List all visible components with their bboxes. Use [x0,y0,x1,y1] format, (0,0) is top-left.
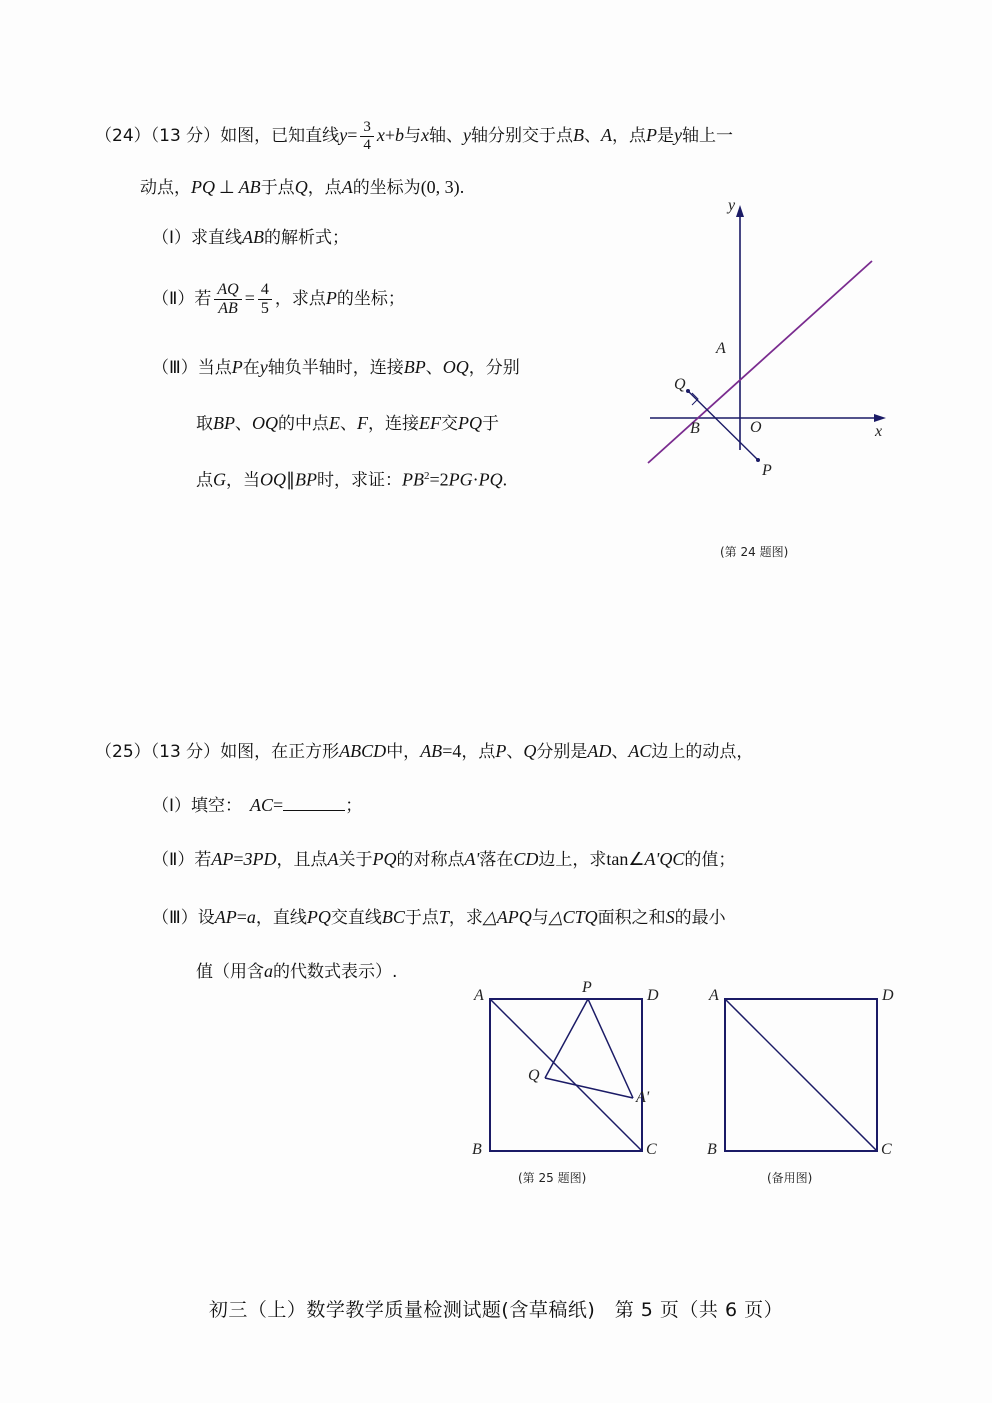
q24-fig-label-Q: Q [674,376,686,393]
q25-part2-Aprime: A' [464,849,480,869]
q24-part2-text-c: 的坐标； [336,289,405,310]
q25-p3l2-a-var: a [264,961,273,981]
point-Q-dot [686,389,690,393]
q24-p3l3-OQ: OQ [260,469,286,490]
y-axis-arrow [736,205,744,217]
q25-main-figure-svg [470,985,680,1165]
q25-part3-text-g: 面积之和 [597,908,666,928]
q24-part3-line2 [196,414,499,434]
q25-part2-text-e: 落在 [479,850,514,870]
q24-p3l2-PQ: PQ [458,413,482,433]
q25-main-fig-caption: (第 25 题图) [518,1171,587,1185]
q24-var-x2: x [421,124,429,145]
q24-p3l2-connect: ，连接 [368,414,419,434]
segment-Q-Aprime [545,1078,633,1098]
q24-at: 于点 [260,178,295,198]
q24-part1-AB: AB [242,227,265,247]
q24-p3l3-BP: BP [295,469,317,490]
q25-stem-text-a: 如图，在正方形 [220,742,340,762]
q25-spare-label-A: A [709,987,719,1004]
q25-part2 [152,850,735,870]
q24-point-P: P [646,124,657,145]
q24-fig-label-P: P [762,462,772,479]
q25-part1-semicolon: ； [345,796,363,816]
q25-part3-triangle-CTQ: △CTQ [548,907,598,927]
q24-slope-num: 3 [360,119,374,137]
q24-part1 [152,228,349,248]
q24-part3-label: （Ⅲ） [152,358,198,378]
q25-side-AB: AB [420,741,443,761]
q25-fig-label-P: P [582,979,592,996]
q24-sep-1: 、 [584,125,601,146]
q25-part1-AC: AC [250,795,274,815]
q25-part3-label: （Ⅲ） [152,908,198,928]
q24-comma: ，点 [612,125,646,146]
q24-fig-caption: (第 24 题图) [720,545,789,559]
q24-p3l3-G: G [213,469,226,490]
q25-number: （25） [95,742,151,762]
q25-fig-label-D: D [647,987,659,1004]
q24-eq: = [347,124,358,145]
parallel-icon: ∥ [286,469,295,490]
q25-fig-label-Q: Q [528,1067,540,1084]
page-footer: 初三（上）数学教学质量检测试题(含草稿纸) 第 5 页（共 6 页） [208,1299,784,1321]
q25-part1-eq: = [273,795,284,815]
q25-part2-eq: = [233,849,244,869]
perpendicular-icon: ⊥ [219,177,235,197]
q24-comma2: ，点 [307,178,342,198]
q24-p3l2-BP: BP [213,413,235,433]
q25-point-Q: Q [523,741,537,761]
q24-p3l3-when: ，当 [226,470,260,491]
q24-moving-point: 动点， [140,178,191,198]
q25-fig-label-B: B [472,1141,482,1158]
q25-part3-text-c: 交直线 [330,908,382,928]
q25-seg-AD: AD [587,741,612,761]
q24-p3l2-E: E [329,413,340,433]
q24-var-y3: y [674,124,682,145]
q24-fig-label-O: O [750,419,762,436]
q24-p3l2-meet: 交 [441,414,458,434]
q25-part2-angle-name: A'QC [644,849,685,869]
diagonal-AC [490,999,642,1151]
q24-p3l2-OQ: OQ [252,413,278,433]
q24-part3-y: y [259,357,268,377]
x-axis-arrow [874,414,886,422]
q25-stem-line1 [95,742,753,762]
q24-p3l3-two: 2 [439,469,449,490]
q24-point-Q: Q [294,177,308,197]
q25-part2-3PD: 3PD [243,849,277,869]
q24-part2 [152,282,405,319]
q24-coord-value: (0, 3) [420,177,460,197]
q25-spare-label-B: B [707,1141,717,1158]
q25-part3-S: S [665,907,675,927]
q25-stem-text-d: 分别是 [536,742,588,762]
q25-part3-text-f: 与 [531,908,549,928]
q24-stem-text-a: 如图，已知直线 [220,125,340,146]
q25-part3-text-d: 于点 [404,908,439,928]
q25-part2-text-f: 边上，求 [538,850,607,870]
q24-part1-text-b: 的解析式； [264,228,350,248]
q25-eq: = [442,741,453,761]
q24-part2-label: （Ⅱ） [152,289,195,310]
q24-seg-PQ: PQ [191,177,215,197]
q24-part3-text-d: ，分别 [468,358,520,378]
q25-part2-label: （Ⅱ） [152,850,195,870]
spare-diagonal-AC [725,999,877,1151]
q25-part2-text-d: 的对称点 [396,850,465,870]
q25-part2-if: 若 [194,850,212,870]
q24-fig-label-B: B [690,420,700,437]
q24-p3l2-at: 于 [482,414,499,434]
q25-fig-label-Aprime: A' [636,1089,650,1106]
q24-ratio-value-num: 4 [258,281,272,300]
q24-var-y2: y [463,124,471,145]
q25-p3l2-text-b: 的代数式表示）. [273,962,398,982]
q25-part3-let: 设 [197,908,215,928]
q25-part1-fill: 填空： [191,796,243,816]
q24-p3l3-point: 点 [196,470,213,491]
q25-fig-label-C: C [646,1141,657,1158]
q24-tail: 轴上一 [682,125,733,146]
angle-icon: ∠ [628,849,645,869]
q25-side-value: 4 [452,741,462,761]
q25-part2-tan: tan [606,849,629,869]
q24-fig-label-x-axis: x [875,423,883,440]
q25-spare-label-C: C [881,1141,892,1158]
q25-main-figure [470,979,680,1185]
q24-p3l3-PG: PG [448,469,473,490]
q25-part2-A: A [327,849,339,869]
q24-part3-P: P [231,357,243,377]
q25-part3-triangle-APQ: △APQ [482,907,532,927]
q25-part3-PQ: PQ [306,907,331,927]
q24-fig-label-A: A [716,340,726,357]
q24-p3l3-cdot: · [472,469,479,490]
q24-period: . [459,177,465,197]
q24-p3l2-EF: EF [419,413,441,433]
q24-part3-line1 [152,358,520,378]
q24-part2-eq: = [244,288,255,309]
q25-part3-eq: = [236,907,247,927]
q25-part3-text-e: ，求 [448,908,483,928]
q24-p3l3-prove: 时，求证： [317,470,402,491]
q24-stem-line1 [95,120,733,155]
q24-part2-if: 若 [194,289,212,310]
q24-part3-line3 [196,470,507,490]
q24-p3l2-take: 取 [196,414,213,434]
q24-part3-sep: 、 [425,358,443,378]
q25-part1-label: （Ⅰ） [152,796,192,816]
point-P-dot [756,458,760,462]
q24-score: （13 分） [150,125,221,146]
q24-fig-label-y-axis: y [728,197,736,214]
q24-is: 是 [657,125,674,146]
q24-ratio-value-den: 5 [260,299,269,317]
q25-p3l2-text-a: 值（用含 [196,962,264,982]
q25-stem-sep2: 、 [611,742,629,762]
q24-axis-1: 轴、 [429,125,463,146]
q25-part2-text-b: ，且点 [276,850,328,870]
q25-part3-a-var: a [246,907,256,927]
q25-stem-sep: 、 [506,742,524,762]
q24-point-B: B [573,124,584,145]
q25-part2-CD: CD [513,849,539,869]
q24-part3-OQ: OQ [442,357,469,377]
q24-p3l2-mid: 的中点 [278,414,329,434]
q25-part2-AP: AP [211,849,234,869]
q25-score: （13 分） [150,742,221,762]
q24-p3l3-eq: = [429,469,440,490]
q24-plus: + [384,124,395,145]
q25-square-ABCD: ABCD [339,741,387,761]
q25-part2-PQ: PQ [372,849,397,869]
q24-coord-of: 的坐标为 [352,178,421,198]
q25-spare-figure-svg [705,985,905,1165]
q24-p3l3-PQ: PQ [478,469,503,490]
q24-stem-line2 [140,178,464,198]
q25-part3-line1 [152,908,726,928]
q24-var-b: b [395,124,404,145]
q24-ratio-num: AQ [214,281,241,300]
q25-spare-fig-caption: (备用图) [767,1171,813,1185]
q25-seg-AC: AC [628,741,652,761]
q24-seg-AB: AB [238,177,261,197]
q25-part3-AP: AP [214,907,237,927]
q24-p3l2-F: F [357,413,368,433]
q25-part3-text-h: 的最小 [674,908,726,928]
q24-p3l3-period: . [502,469,508,490]
q25-stem-text-b: 中， [386,742,421,762]
q25-part2-text-c: 关于 [338,850,373,870]
q24-slope-fraction [360,119,374,154]
q25-part1 [152,795,362,816]
q24-p3l2-sep2: 、 [340,414,357,434]
q24-part1-text-a: 求直线 [191,228,243,248]
q25-part3-T: T [438,907,449,927]
q25-spare-figure [705,985,905,1185]
segment-P-Aprime [588,999,633,1098]
q25-fig-label-A: A [474,987,484,1004]
q24-point-A: A [601,124,612,145]
q24-with: 与 [404,125,421,146]
q25-stem-text-c: ，点 [461,742,496,762]
q24-part2-text-b: ，求点 [274,289,326,310]
q24-figure [640,195,890,559]
q25-spare-label-D: D [882,987,894,1004]
q24-part3-text-c: 轴负半轴时，连接 [267,358,404,378]
q24-ratio-den: AB [218,299,238,317]
q24-p3l2-sep: 、 [235,414,252,434]
q25-part3-text-b: ，直线 [255,908,307,928]
q24-part3-text-b: 在 [242,358,260,378]
q25-point-P: P [495,741,507,761]
q24-number: （24） [95,125,151,146]
q24-axis-2: 轴分别交于点 [471,125,573,146]
answer-blank[interactable] [283,795,345,811]
q25-part3-BC: BC [381,907,405,927]
q24-part3-text-a: 当点 [197,358,232,378]
segment-PQ [545,999,588,1078]
q24-part2-P: P [325,288,337,309]
q24-var-y: y [339,124,348,145]
q25-part2-text-g: 的值； [684,850,736,870]
q24-point-A2: A [341,177,353,197]
q24-part1-label: （Ⅰ） [152,228,192,248]
q24-p3l3-PB: PB [402,469,424,490]
q24-slope-den: 4 [363,136,371,153]
q24-var-x: x [376,124,385,145]
q24-part3-BP: BP [403,357,426,377]
q24-p3l3-exponent: 2 [424,470,430,482]
q25-stem-text-e: 边上的动点， [651,742,754,762]
q24-ratio-AQ-AB [214,281,241,318]
q25-part3-line2 [196,962,397,982]
q24-ratio-value [258,281,272,318]
